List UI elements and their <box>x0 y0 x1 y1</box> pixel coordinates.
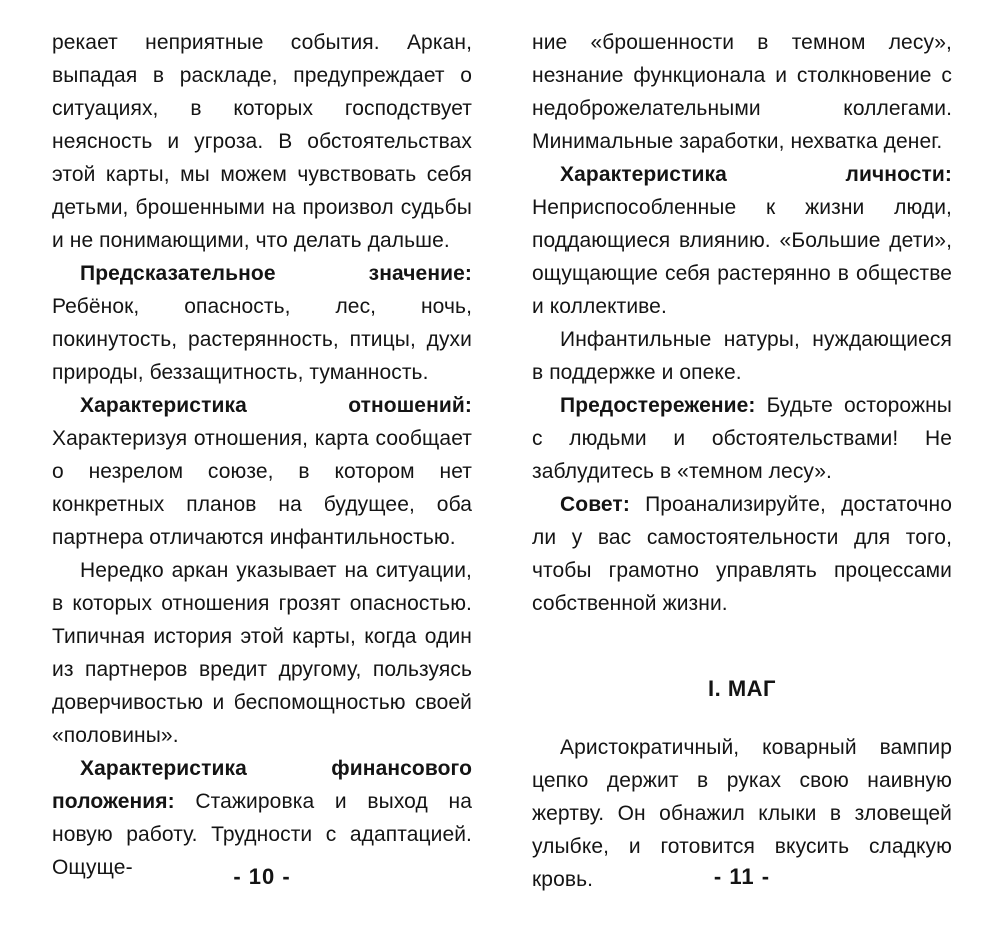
paragraph-text: Аристократичный, коварный вампир цепко держит в руках свою наивную жертву. Он обнажил клыки в зловещей улыбке, и готовится вкусить сладкую кровь. <box>532 736 952 891</box>
paragraph-text: Ребёнок, опасность, лес, ночь, покинутость, растерянность, птицы, духи природы, беззащитность, туманность. <box>52 295 472 384</box>
paragraph-text: ние «брошенности в темном лесу», незнание функционала и столкновение с недоброжелательными коллегами. Минимальные заработки, нехватка денег. <box>532 31 952 153</box>
paragraph <box>532 26 952 158</box>
page-number-right: - 11 - <box>713 864 771 889</box>
paragraph-text: Проанализируйте, достаточно ли у вас самостоятельности для того, чтобы грамотно управлять процессами собственной жизни. <box>532 493 952 615</box>
paragraph <box>532 389 952 488</box>
section-heading: I. МАГ <box>707 676 777 701</box>
paragraph <box>532 488 952 620</box>
paragraph <box>532 323 952 389</box>
paragraph-lead: Предсказательное значение: <box>80 262 472 285</box>
paragraph <box>52 554 472 752</box>
paragraph <box>532 158 952 323</box>
paragraph-lead: Характеристика финансового положения: <box>52 757 472 813</box>
paragraph-text: Инфантильные натуры, нуждающиеся в поддержке и опеке. <box>532 328 952 384</box>
paragraph <box>52 257 472 389</box>
paragraph-text: Стажировка и выход на новую работу. Трудности с адаптацией. Ощуще- <box>52 790 472 879</box>
paragraph <box>52 389 472 554</box>
paragraph-text: Будьте осторожны с людьми и обстоятельствами! Не заблудитесь в «темном лесу». <box>532 394 952 483</box>
page-right <box>532 0 952 936</box>
page-number-left: - 10 - <box>233 864 291 889</box>
page-right-body <box>532 0 952 896</box>
paragraph-text: рекает неприятные события. Аркан, выпадая в раскладе, предупреждает о ситуациях, в которых господствует неясность и угроза. В обстоятельствах этой карты, мы можем чувствовать себя детьми, брошенными на произвол судьбы и не понимающими, что делать дальше. <box>52 31 472 252</box>
paragraph <box>52 26 472 257</box>
paragraph-text: Неприспособленные к жизни люди, поддающиеся влиянию. «Большие дети», ощущающие себя растерянно в обществе и коллективе. <box>532 196 952 318</box>
paragraph-lead: Совет: <box>560 493 630 516</box>
paragraph-lead: Предостережение: <box>560 394 756 417</box>
page-left <box>52 0 472 936</box>
paragraph-lead: Характеристика отношений: <box>80 394 472 417</box>
paragraph-lead: Характеристика личности: <box>560 163 952 186</box>
paragraph-text: Характеризуя отношения, карта сообщает о незрелом союзе, в котором нет конкретных планов на будущее, оба партнера отличаются инфантильностью. <box>52 427 472 549</box>
page-left-body <box>52 0 472 884</box>
paragraph-text: Нередко аркан указывает на ситуации, в которых отношения грозят опасностью. Типичная история этой карты, когда один из партнеров вредит другому, пользуясь доверчивостью и беспомощностью своей «половины». <box>52 559 472 747</box>
